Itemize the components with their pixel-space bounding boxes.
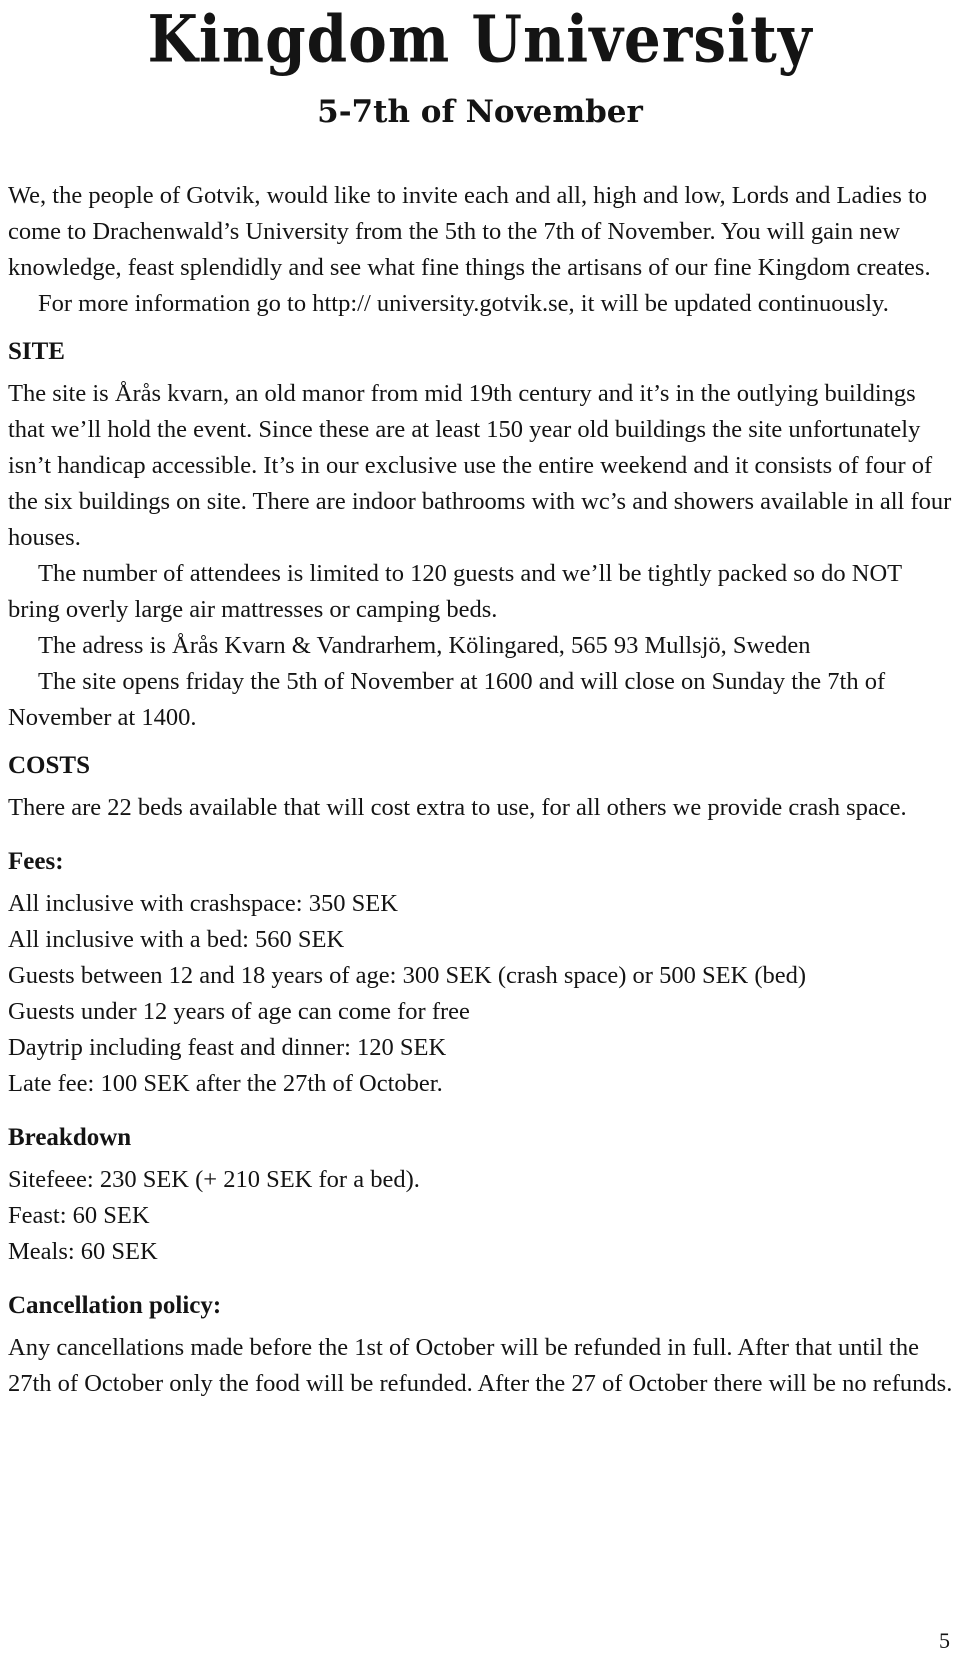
intro-invitation: We, the people of Gotvik, would like to invite each and all, high and low, Lords and Ladies to come to Drachenwald’s University from the 5th to the 7th of November. You will gain new knowledge, feast splendidly and see what fine things the artisans of our fine Kingdom creates. [8, 182, 931, 281]
breakdown-item: Feast: 60 SEK [8, 1202, 150, 1229]
date-subtitle: 5-7th of November [317, 94, 643, 130]
fee-item: All inclusive with crashspace: 350 SEK [8, 890, 398, 917]
site-address: The adress is Årås Kvarn & Vandrarhem, Kölingared, 565 93 Mullsjö, Sweden [38, 632, 811, 659]
site-heading: SITE [8, 338, 65, 365]
breakdown-item: Meals: 60 SEK [8, 1238, 158, 1265]
page-title: Kingdom University [147, 0, 813, 78]
site-description: The site is Årås kvarn, an old manor from mid 19th century and it’s in the outlying buildings that we’ll hold the event. Since these are at least 150 year old buildings the site unfortunately isn’t handicap accessible. It’s in our exclusive use the entire weekend and it consists of four of the six buildings on site. There are indoor bathrooms with wc’s and showers available in all four houses. [8, 380, 952, 551]
page-number: 5 [939, 1628, 950, 1653]
breakdown-item: Sitefeee: 230 SEK (+ 210 SEK for a bed). [8, 1166, 420, 1193]
fee-item: Daytrip including feast and dinner: 120 SEK [8, 1034, 447, 1061]
fees-heading: Fees: [8, 848, 64, 875]
cancellation-heading: Cancellation policy: [8, 1292, 222, 1319]
cancellation-text: Any cancellations made before the 1st of October will be refunded in full. After that until the 27th of October only the food will be refunded. After the 27 of October there will be no refunds. [8, 1334, 953, 1397]
site-attendees: The number of attendees is limited to 120 guests and we’ll be tightly packed so do NOT bring overly large air mattresses or camping beds. [8, 560, 902, 623]
breakdown-heading: Breakdown [8, 1124, 132, 1151]
fee-item: All inclusive with a bed: 560 SEK [8, 926, 345, 953]
fee-item: Guests between 12 and 18 years of age: 300 SEK (crash space) or 500 SEK (bed) [8, 962, 807, 989]
fee-item: Late fee: 100 SEK after the 27th of October. [8, 1070, 443, 1097]
costs-heading: COSTS [8, 752, 90, 779]
site-opening-hours: The site opens friday the 5th of November at 1600 and will close on Sunday the 7th of November at 1400. [8, 668, 886, 731]
fee-item: Guests under 12 years of age can come for free [8, 998, 470, 1025]
intro-more-info: For more information go to http:// university.gotvik.se, it will be updated continuously. [38, 290, 889, 317]
costs-beds: There are 22 beds available that will cost extra to use, for all others we provide crash space. [8, 794, 907, 821]
document-body [8, 178, 958, 1402]
